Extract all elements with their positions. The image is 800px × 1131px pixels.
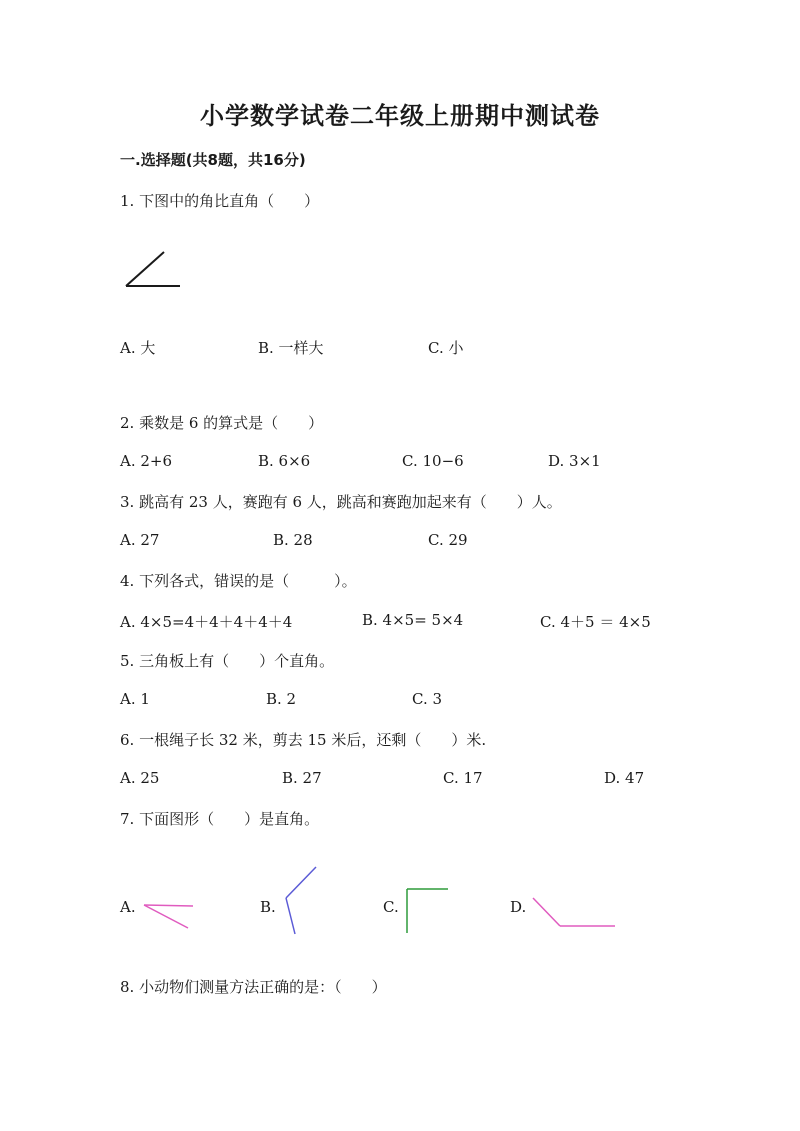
question-3-option-a[interactable]: A. 27 xyxy=(120,531,160,549)
question-2-stem: 2. 乘数是 6 的算式是（ ） xyxy=(120,414,324,432)
question-7-angle-a-figure xyxy=(140,895,200,935)
question-2-option-d[interactable]: D. 3×1 xyxy=(548,452,601,470)
question-3-stem: 3. 跳高有 23 人，赛跑有 6 人，跳高和赛跑加起来有（ ）人。 xyxy=(120,493,562,511)
question-7-angle-d-figure xyxy=(530,895,620,931)
question-6-stem: 6. 一根绳子长 32 米，剪去 15 米后，还剩（ ）米. xyxy=(120,731,487,749)
section-heading: 一.选择题(共8题，共16分) xyxy=(120,151,306,169)
question-1-option-c[interactable]: C. 小 xyxy=(428,339,464,357)
question-6-option-b[interactable]: B. 27 xyxy=(282,769,322,787)
page-title: 小学数学试卷二年级上册期中测试卷 xyxy=(200,102,600,130)
question-3-option-b[interactable]: B. 28 xyxy=(273,531,313,549)
question-4-option-b[interactable]: B. 4×5= 5×4 xyxy=(362,611,464,629)
question-1-option-b[interactable]: B. 一样大 xyxy=(258,339,324,357)
question-7-option-c[interactable]: C. xyxy=(383,898,399,916)
question-6-option-d[interactable]: D. 47 xyxy=(604,769,645,787)
question-6-option-c[interactable]: C. 17 xyxy=(443,769,483,787)
question-1-stem: 1. 下图中的角比直角（ ） xyxy=(120,192,320,210)
question-3-option-c[interactable]: C. 29 xyxy=(428,531,468,549)
question-7-angle-c-figure xyxy=(404,886,454,936)
question-7-angle-b-figure xyxy=(282,864,322,939)
question-2-option-b[interactable]: B. 6×6 xyxy=(258,452,311,470)
question-2-option-a[interactable]: A. 2+6 xyxy=(120,452,173,470)
question-8-stem: 8. 小动物们测量方法正确的是：（ ） xyxy=(120,978,387,996)
question-5-stem: 5. 三角板上有（ ）个直角。 xyxy=(120,652,335,670)
question-5-option-a[interactable]: A. 1 xyxy=(120,690,150,708)
question-1-option-a[interactable]: A. 大 xyxy=(120,339,156,357)
question-5-option-c[interactable]: C. 3 xyxy=(412,690,443,708)
question-2-option-c[interactable]: C. 10−6 xyxy=(402,452,464,470)
question-1-angle-figure xyxy=(120,238,190,298)
question-4-option-a[interactable]: A. 4×5=4＋4＋4＋4＋4 xyxy=(120,613,293,631)
question-4-stem: 4. 下列各式，错误的是（ ）。 xyxy=(120,572,357,590)
question-7-option-a[interactable]: A. xyxy=(120,898,136,916)
question-7-option-b[interactable]: B. xyxy=(260,898,276,916)
question-5-option-b[interactable]: B. 2 xyxy=(266,690,297,708)
question-6-option-a[interactable]: A. 25 xyxy=(120,769,160,787)
question-4-option-c[interactable]: C. 4＋5 ＝ 4×5 xyxy=(540,613,651,631)
question-7-stem: 7. 下面图形（ ）是直角。 xyxy=(120,810,320,828)
question-7-option-d[interactable]: D. xyxy=(510,898,527,916)
